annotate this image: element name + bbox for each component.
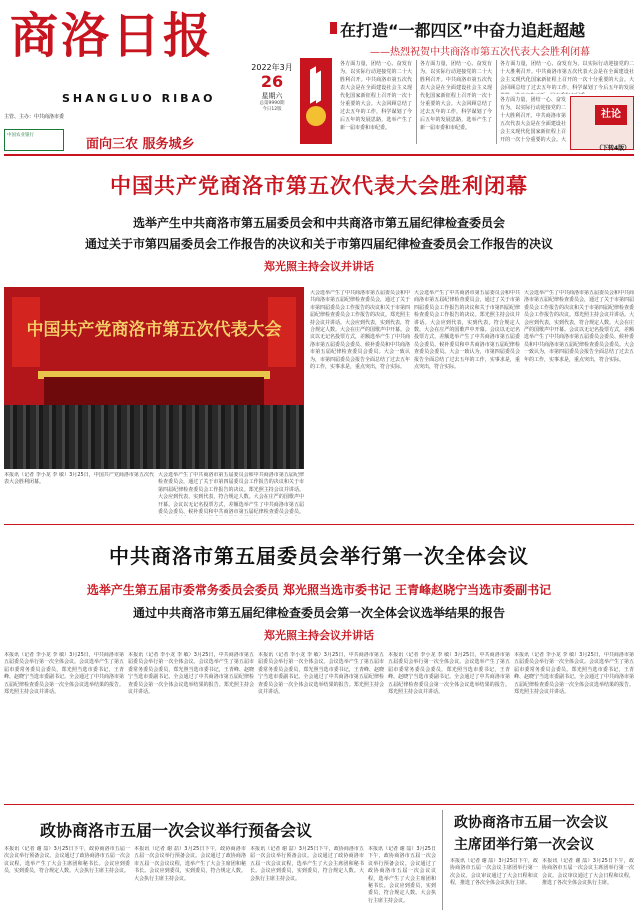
bottom-right-headline-2[interactable]: 主席团举行第一次会议: [454, 837, 594, 853]
bottom-left-column-3: 本报讯（记者 谢 喆）3月25日下午，政协商洛市五届一次会议举行预备会议。会议通过了政协商洛市五届一次会议议程，选举产生了大会主席团和秘书长。会议应到委员，实到委员，符合规定人数。大会执行主席主持会议。: [250, 846, 364, 882]
party-emblem-graphic: [300, 58, 332, 144]
issue-year-month: 2022年3月: [251, 63, 293, 72]
lead-subhead-2: 通过关于市第四届委员会工作报告的决议和关于市第四届纪律检查委员会工作报告的决议: [84, 237, 553, 251]
top-story-column-4: 各方面力量，团结一心、奋发有为，以实际行动迎接党的二十大胜利召开。中共商洛市第五次代表大会是在全面建设社会主义现代化国家新征程上召开的一次十分重要的大会。大: [500, 97, 566, 143]
second-body-column-3: 本报讯（记者 李小龙 李 敏）3月25日，中共商洛市第五届委员会举行第一次全体会议。会议选举产生了第五届市委常务委员会委员，郑光照当选市委书记，王青峰、赵晓宁当选市委副书记。全会通过了中共商洛市第五届纪律检查委员会第一次全体会议选举结果的报告。郑光照主持会议并讲话。: [258, 652, 384, 696]
top-story-subhead: ——热烈祝贺中共商洛市第五次代表大会胜利闭幕: [370, 47, 590, 58]
editorial-badge: [570, 96, 634, 150]
issue-number: 总第9990期: [259, 101, 285, 106]
issue-weekday: 星期六: [261, 92, 283, 100]
column-divider: [416, 60, 417, 144]
bottom-right-column-1: 本报讯（记者 谢 喆）3月25日下午，政协商洛市五届一次会议主席团举行第一次会议。会议审议通过了大会日程和议程，推选了各次全体会议执行主席。: [450, 858, 538, 887]
bottom-right-column-2: 本报讯（记者 谢 喆）3月25日下午，政协商洛市五届一次会议主席团举行第一次会议。会议审议通过了大会日程和议程，推选了各次全体会议执行主席。: [542, 858, 634, 887]
slogan: 面向三农 服务城乡: [86, 137, 195, 152]
second-subhead-1: 选举产生第五届市委常务委员会委员 郑光照当选市委书记 王青峰赵晓宁当选市委副书记: [86, 583, 552, 597]
lead-body-column-2: 大会选举产生了中共商洛市第五届委员会和中共商洛市第五届纪律检查委员会，通过了关于市第四届委员会工作报告的决议和关于市第四届纪律检查委员会工作报告的决议。郑光照主持会议并讲话。大会应到代表，实到代表，符合规定人数。大会在庄严的国歌声中开幕。会议以无记名投票方式，差额选举产生了中共商洛市第五届委员会委员、候补委员和中共商洛市第五届纪律检查委员会委员。大会一致认为，市第四届委员会报告全面总结了过去五年的工作，实事求是，重点突出，符合实际。: [414, 290, 520, 371]
second-headline[interactable]: 中共商洛市第五届委员会举行第一次全体会议: [109, 544, 529, 568]
lead-body-column-3: 大会选举产生了中共商洛市第五届委员会和中共商洛市第五届纪律检查委员会，通过了关于市第四届委员会工作报告的决议和关于市第四届纪律检查委员会工作报告的决议。郑光照主持会议并讲话。大会应到代表，实到代表，符合规定人数。大会在庄严的国歌声中开幕。会议以无记名投票方式，差额选举产生了中共商洛市第五届委员会委员、候补委员和中共商洛市第五届纪律检查委员会委员。大会一致认为，市第四届委员会报告全面总结了过去五年的工作，实事求是，重点突出，符合实际。: [524, 290, 634, 363]
lead-subhead-3: 郑光照主持会议并讲话: [264, 260, 374, 273]
photo-banner-text: 中国共产党商洛市第五次代表大会: [26, 320, 282, 340]
top-story-column-2: 各方面力量，团结一心、奋发有为，以实际行动迎接党的二十大胜利召开。中共商洛市第五次代表大会是在全面建设社会主义现代化国家新征程上召开的一次十分重要的大会。大会回顾总结了过去五年的工作，科学谋划了今后五年的发展思路，选举产生了新一届市委和市纪委。: [420, 61, 492, 131]
photo-caption: 本报讯（记者 李小龙 李 敏）3月25日，中国共产党商洛市第五次代表大会胜利闭幕。: [4, 472, 154, 486]
second-body-column-2: 本报讯（记者 李小龙 李 敏）3月25日，中共商洛市第五届委员会举行第一次全体会议。会议选举产生了第五届市委常务委员会委员，郑光照当选市委书记，王青峰、赵晓宁当选市委副书记。全会通过了中共商洛市第五届纪律检查委员会第一次全体会议选举结果的报告。郑光照主持会议并讲话。: [128, 652, 254, 696]
congress-photo: [4, 287, 304, 469]
lead-headline[interactable]: 中国共产党商洛市第五次代表大会胜利闭幕: [110, 174, 528, 198]
bottom-left-column-2: 本报讯（记者 谢 喆）3月25日下午，政协商洛市五届一次会议举行预备会议。会议通过了政协商洛市五届一次会议议程，选举产生了大会主席团和秘书长。会议应到委员，实到委员，符合规定人数。大会执行主席主持会议。: [134, 846, 246, 882]
section-divider: [4, 804, 634, 805]
section-divider: [4, 524, 634, 525]
publisher-line: 主管、主办：中共商洛市委: [4, 114, 65, 120]
second-body-column-5: 本报讯（记者 李小龙 李 敏）3月25日，中共商洛市第五届委员会举行第一次全体会议。会议选举产生了第五届市委常务委员会委员，郑光照当选市委书记，王青峰、赵晓宁当选市委副书记。全会通过了中共商洛市第五届纪律检查委员会第一次全体会议选举结果的报告。郑光照主持会议并讲话。: [514, 652, 634, 696]
bottom-left-column-4: 本报讯（记者 谢 喆）3月25日下午，政协商洛市五届一次会议举行预备会议。会议通过了政协商洛市五届一次会议议程，选举产生了大会主席团和秘书长。会议应到委员，实到委员，符合规定人数。大会执行主席主持会议。: [368, 846, 436, 904]
bottom-left-headline[interactable]: 政协商洛市五届一次会议举行预备会议: [40, 821, 313, 840]
issue-pages: 今日12版: [262, 107, 282, 112]
lead-body-under-photo: 大会选举产生了中共商洛市第五届委员会和中共商洛市第五届纪律检查委员会，通过了关于市第四届委员会工作报告的决议和关于市第四届纪律检查委员会工作报告的决议。郑光照主持会议并讲话。大会应到代表，实到代表，符合规定人数。大会在庄严的国歌声中开幕。会议以无记名投票方式，差额选举产生了中共商洛市第五届委员会委员、候补委员和中共商洛市第五届纪律检查委员会委员。: [158, 472, 304, 516]
top-story-column-3: 各方面力量，团结一心、奋发有为，以实际行动迎接党的二十大胜利召开。中共商洛市第五次代表大会是在全面建设社会主义现代化国家新征程上召开的一次十分重要的大会。大会回顾总结了过去五年的工作，科学谋划了今后五年的发展: [500, 61, 634, 91]
masthead-logo: 商洛日报: [10, 8, 215, 64]
lead-body-column-1: 大会选举产生了中共商洛市第五届委员会和中共商洛市第五届纪律检查委员会，通过了关于市第四届委员会工作报告的决议和关于市第四届纪律检查委员会工作报告的决议。郑光照主持会议并讲话。大会应到代表，实到代表，符合规定人数。大会在庄严的国歌声中开幕。会议以无记名投票方式，差额选举产生了中共商洛市第五届委员会委员、候补委员和中共商洛市第五届纪律检查委员会委员。大会一致认为，市第四届委员会报告全面总结了过去五年的工作，实事求是，重点突出，符合实际。: [310, 290, 410, 371]
top-story-column-1: 各方面力量，团结一心、奋发有为，以实际行动迎接党的二十大胜利召开。中共商洛市第五次代表大会是在全面建设社会主义现代化国家新征程上召开的一次十分重要的大会。大会回顾总结了过去五年的工作，科学谋划了今后五年的发展思路，选举产生了新一届市委和市纪委。: [340, 61, 412, 131]
bottom-left-column-1: 本报讯（记者 谢 喆）3月25日下午，政协商洛市五届一次会议举行预备会议。会议通过了政协商洛市五届一次会议议程，选举产生了大会主席团和秘书长。会议应到委员，实到委员，符合规定人数。大会执行主席主持会议。: [4, 846, 130, 875]
top-story-headline-text: 在打造“一都四区”中奋力追赶超越: [340, 21, 586, 40]
issue-date: [244, 62, 300, 113]
column-divider: [442, 810, 443, 910]
bank-label: 中国农业银行: [7, 133, 34, 138]
second-body-column-1: 本报讯（记者 李小龙 李 敏）3月25日，中共商洛市第五届委员会举行第一次全体会议。会议选举产生了第五届市委常务委员会委员，郑光照当选市委书记，王青峰、赵晓宁当选市委副书记。全会通过了中共商洛市第五届纪律检查委员会第一次全体会议选举结果的报告。郑光照主持会议并讲话。: [4, 652, 124, 696]
continued-link[interactable]: （下转4版）: [596, 145, 631, 152]
second-body-column-4: 本报讯（记者 李小龙 李 敏）3月25日，中共商洛市第五届委员会举行第一次全体会议。会议选举产生了第五届市委常务委员会委员，郑光照当选市委书记，王青峰、赵晓宁当选市委副书记。全会通过了中共商洛市第五届纪律检查委员会第一次全体会议选举结果的报告。郑光照主持会议并讲话。: [388, 652, 510, 696]
issue-day: 26: [260, 72, 284, 91]
masthead-english-name: SHANGLUO RIBAO: [62, 92, 216, 105]
column-divider: [496, 60, 497, 144]
top-story-headline[interactable]: [340, 18, 585, 41]
lead-subhead-1: 选举产生中共商洛市第五届委员会和中共商洛市第五届纪律检查委员会: [132, 216, 505, 230]
second-subhead-2: 通过中共商洛市第五届纪律检查委员会第一次全体会议选举结果的报告: [132, 606, 505, 620]
masthead-divider: [4, 154, 634, 156]
bottom-right-headline-1[interactable]: 政协商洛市五届一次会议: [454, 815, 608, 831]
bank-ad: [4, 129, 64, 151]
second-subhead-3: 郑光照主持会议并讲话: [264, 629, 374, 642]
editorial-seal: 社论: [595, 105, 627, 125]
